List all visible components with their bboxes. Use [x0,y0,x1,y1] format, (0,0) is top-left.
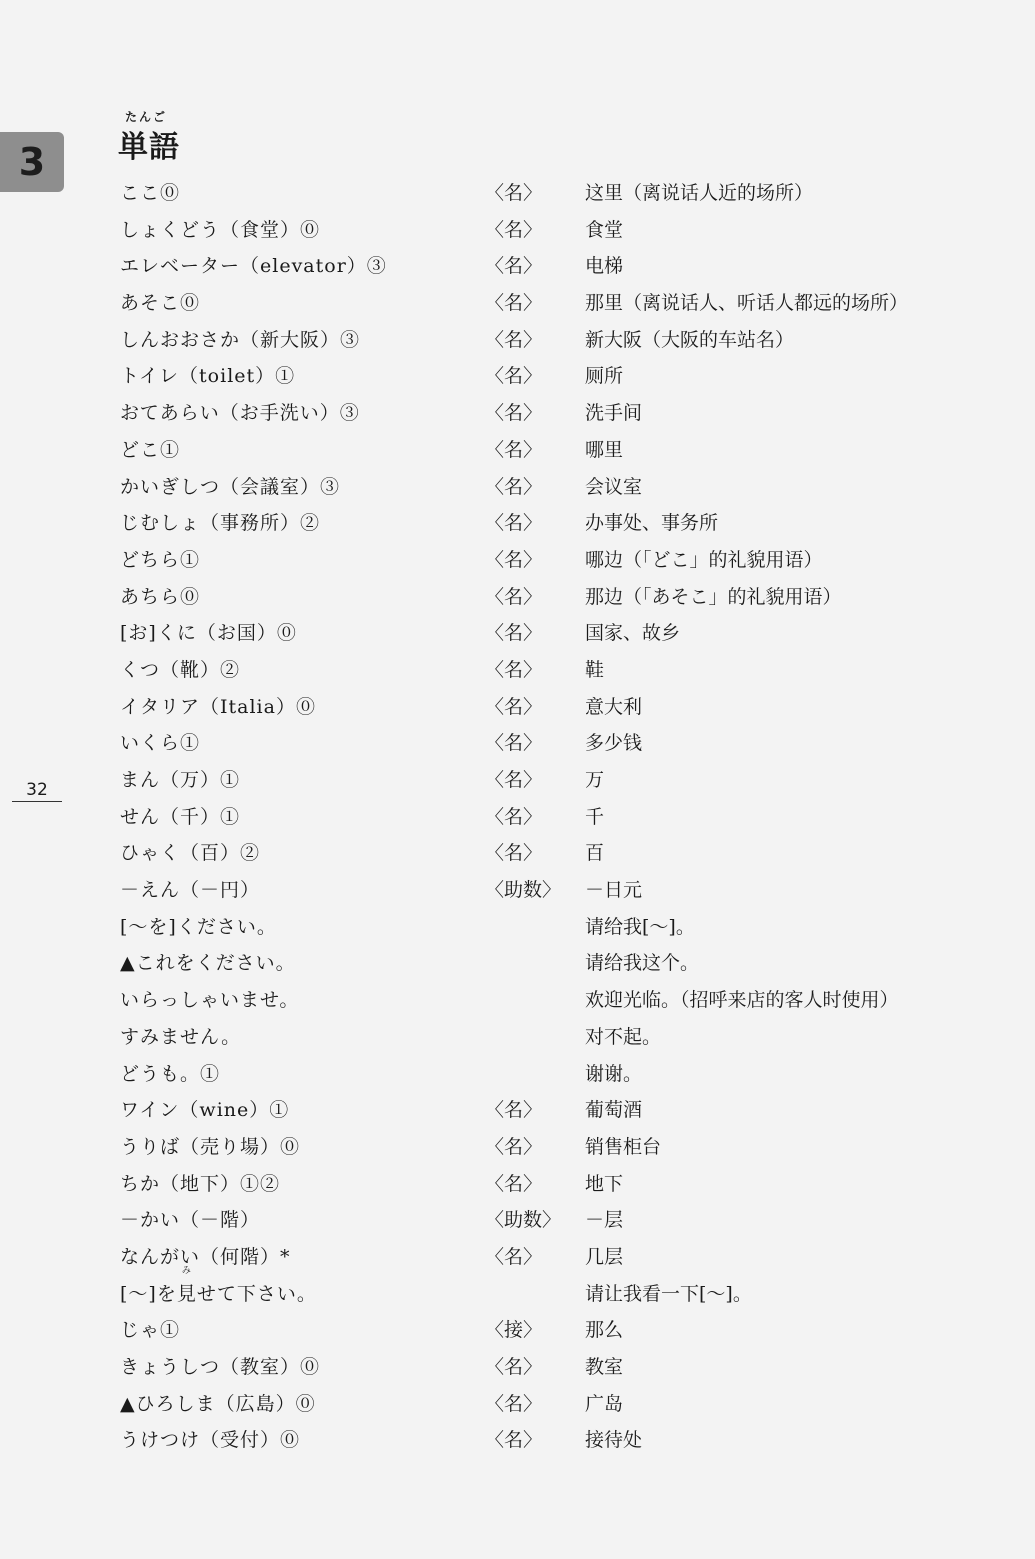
furigana-reading: み [181,1265,192,1276]
section-heading [118,108,188,165]
vocab-row [120,469,1000,506]
furigana-kanji [176,1265,197,1313]
vocab-row [120,1019,1000,1056]
vocab-row [120,799,1000,836]
vocab-meaning: 接待处 [585,1429,643,1452]
vocab-meaning: 几层 [585,1245,624,1268]
vocab-term: いらっしゃいませ。 [120,989,300,1012]
vocab-meaning: 哪里 [585,438,624,461]
heading-title: 単語 [118,130,180,165]
vocab-meaning: 欢迎光临。（招呼来店的客人时使用） [585,989,899,1012]
vocab-row [120,835,1000,872]
vocab-pos: 〈名〉 [485,1172,543,1195]
vocab-meaning: 教室 [585,1356,624,1378]
vocab-pos: 〈名〉 [485,402,543,425]
vocab-pos: 〈名〉 [485,1356,543,1378]
vocab-row [120,579,1000,616]
vocab-term-prefix: [～]を [120,1282,177,1305]
vocab-meaning: 那里（离说话人、听话人都远的场所） [585,292,909,315]
vocab-pos: 〈名〉 [485,658,543,681]
vocab-meaning: 千 [585,805,605,828]
vocab-pos: 〈名〉 [485,769,543,791]
vocab-pos: 〈名〉 [485,512,543,535]
vocab-term: どこ① [120,438,181,461]
vocab-row [120,1422,1000,1459]
vocab-meaning: －层 [585,1209,624,1232]
vocab-term: ここ⓪ [120,182,181,204]
vocab-row [120,762,1000,799]
vocab-row [120,872,1000,909]
vocab-meaning: 万 [585,769,605,791]
vocab-meaning: 葡萄酒 [585,1099,643,1122]
vocab-pos: 〈名〉 [485,255,543,278]
vocab-pos: 〈名〉 [485,1245,543,1268]
vocab-pos: 〈名〉 [485,805,543,828]
vocabulary-list [120,175,1000,1459]
page-number: 32 [12,780,62,802]
vocab-term [120,1265,317,1313]
vocab-meaning: 新大阪（大阪的车站名） [585,328,795,351]
vocab-term: しょくどう（食堂）⓪ [120,218,321,241]
vocab-term: なんがい（何階）* [120,1245,291,1268]
vocab-row [120,542,1000,579]
vocab-meaning: 那边（「あそこ」的礼貌用语） [585,585,842,608]
vocab-meaning: 国家、故乡 [585,622,681,645]
vocab-row [120,248,1000,285]
vocab-term: どうも。① [120,1062,221,1085]
vocab-meaning: 会议室 [585,475,643,498]
vocab-pos: 〈名〉 [485,292,543,315]
vocab-term: ▲これをください。 [120,952,296,975]
vocab-pos: 〈名〉 [485,475,543,498]
vocab-row [120,982,1000,1019]
vocab-pos: 〈名〉 [485,842,543,865]
vocab-meaning: 销售柜台 [585,1135,662,1158]
vocab-meaning: 谢谢。 [585,1062,643,1085]
vocab-row [120,1312,1000,1349]
vocab-meaning: 请给我[～]。 [585,915,695,938]
vocab-term: きょうしつ（教室）⓪ [120,1356,321,1378]
vocab-meaning: 请让我看一下[～]。 [585,1282,752,1305]
vocab-row [120,285,1000,322]
vocab-term: せん（千）① [120,805,241,828]
vocab-meaning: 对不起。 [585,1025,662,1048]
vocab-row [120,212,1000,249]
vocab-pos: 〈名〉 [485,438,543,461]
vocab-pos: 〈名〉 [485,1099,543,1122]
vocab-pos: 〈名〉 [485,365,543,388]
vocab-row [120,395,1000,432]
vocab-meaning: －日元 [585,879,643,902]
vocab-row [120,1349,1000,1386]
vocab-term: おてあらい（お手洗い）③ [120,402,360,425]
heading-furigana: たんご [124,110,167,124]
vocab-row [120,909,1000,946]
vocab-meaning: 电梯 [585,255,624,278]
vocab-meaning: 那么 [585,1319,624,1342]
vocab-pos: 〈助数〉 [485,1209,562,1232]
vocab-term: じゃ① [120,1319,181,1342]
vocab-term: イタリア（Italia）⓪ [120,695,316,718]
vocab-pos: 〈助数〉 [485,879,562,902]
vocab-term: －えん（－円） [120,879,261,902]
vocab-meaning: 这里（离说话人近的场所） [585,182,814,204]
vocab-meaning: 多少钱 [585,732,643,755]
vocab-meaning: 哪边（「どこ」的礼貌用语） [585,548,823,571]
vocab-row [120,175,1000,212]
vocab-term: くつ（靴）② [120,658,241,681]
vocab-pos: 〈接〉 [485,1319,543,1342]
vocab-meaning: 请给我这个。 [585,952,700,975]
vocab-term: ちか（地下）①② [120,1172,281,1195]
vocab-term: ひゃく（百）② [120,842,261,865]
vocab-meaning: 广岛 [585,1392,624,1415]
vocab-row [120,1166,1000,1203]
vocab-term: じむしょ（事務所）② [120,512,321,535]
vocab-pos: 〈名〉 [485,732,543,755]
vocab-meaning: 办事处、事务所 [585,512,719,535]
vocab-row [120,1386,1000,1423]
vocab-term-suffix: せて下さい。 [196,1282,317,1305]
vocab-row [120,1202,1000,1239]
vocab-term: あそこ⓪ [120,292,201,315]
vocab-term: －かい（－階） [120,1209,261,1232]
vocab-pos: 〈名〉 [485,1135,543,1158]
vocab-row [120,725,1000,762]
vocab-term: どちら① [120,548,201,571]
vocab-pos: 〈名〉 [485,218,543,241]
lesson-number-tab: 3 [0,132,64,192]
vocab-term: [お]くに（お国）⓪ [120,622,297,645]
vocab-row [120,1239,1000,1276]
vocab-term: すみません。 [120,1025,242,1048]
vocab-term: ワイン（wine）① [120,1099,290,1122]
vocab-row [120,1129,1000,1166]
vocab-pos: 〈名〉 [485,695,543,718]
vocab-term: エレベーター（elevator）③ [120,255,387,278]
vocab-term: うけつけ（受付）⓪ [120,1429,301,1452]
vocab-row [120,1056,1000,1093]
vocab-row [120,1092,1000,1129]
vocab-meaning: 意大利 [585,695,643,718]
vocab-pos: 〈名〉 [485,548,543,571]
vocab-row [120,322,1000,359]
vocab-meaning: 百 [585,842,605,865]
vocab-term: いくら① [120,732,201,755]
vocab-row [120,505,1000,542]
vocab-meaning: 食堂 [585,218,624,241]
vocab-term: [～を]ください。 [120,915,277,938]
vocab-row [120,1265,1000,1313]
vocab-pos: 〈名〉 [485,328,543,351]
vocab-term: トイレ（toilet）① [120,365,296,388]
vocab-row [120,945,1000,982]
vocab-pos: 〈名〉 [485,585,543,608]
vocab-term: かいぎしつ（会議室）③ [120,475,341,498]
vocab-meaning: 洗手间 [585,402,643,425]
vocab-row [120,652,1000,689]
vocab-row [120,615,1000,652]
vocab-row [120,358,1000,395]
vocab-term: あちら⓪ [120,585,201,608]
vocab-term: まん（万）① [120,769,241,791]
vocab-term: ▲ひろしま（広島）⓪ [120,1392,316,1415]
vocab-pos: 〈名〉 [485,182,543,204]
vocab-pos: 〈名〉 [485,622,543,645]
vocab-row [120,689,1000,726]
vocab-term: しんおおさか（新大阪）③ [120,328,361,351]
vocab-meaning: 厕所 [585,365,624,388]
vocab-pos: 〈名〉 [485,1429,543,1452]
vocab-row [120,432,1000,469]
vocab-meaning: 鞋 [585,658,605,681]
vocab-pos: 〈名〉 [485,1392,543,1415]
vocab-term: うりば（売り場）⓪ [120,1135,301,1158]
vocab-meaning: 地下 [585,1172,624,1195]
furigana-base: 見 [176,1282,197,1305]
